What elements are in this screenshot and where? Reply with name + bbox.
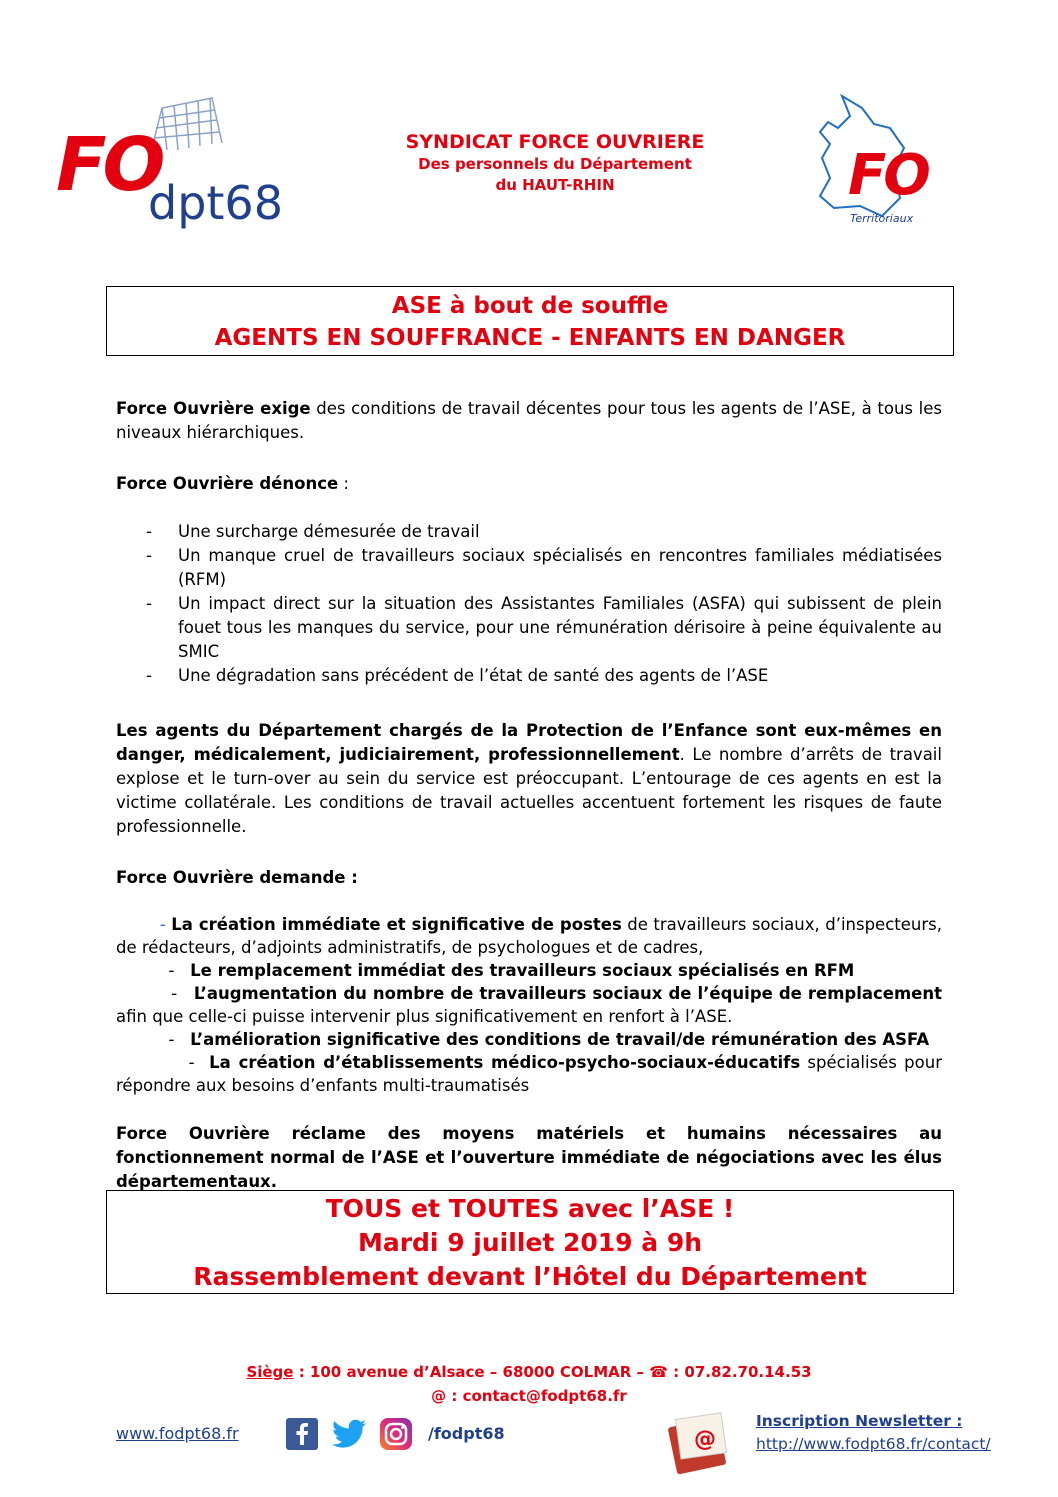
list-item: - L’augmentation du nombre de travailleurs sociaux de l’équipe de remplacement afin que celle-ci puisse intervenir plus significativement en renfort à l’ASE.	[116, 984, 943, 1026]
list-item: - La création immédiate et significative de postes de travailleurs sociaux, d’inspecteurs, de rédacteurs, d’adjoints administratifs, de psychologues et de cadres,	[116, 915, 942, 957]
website-link[interactable]: www.fodpt68.fr	[116, 1424, 239, 1443]
union-subtitle-2: du HAUT-RHIN	[495, 176, 615, 194]
headline-line-1: ASE à bout de souffle	[391, 293, 669, 319]
list-item: - Un impact direct sur la situation des Assistantes Familiales (ASFA) qui subissent de plein fouet tous les manques du service, pour une rémunération dérisoire à peine équivalente au SMIC	[146, 594, 942, 661]
demande-list	[116, 913, 942, 1097]
paragraph-bold: Force Ouvrière demande :	[116, 868, 358, 887]
facebook-icon[interactable]	[286, 1418, 318, 1450]
paragraph-text: des conditions de travail décentes pour tous les agents de l’ASE, à tous les niveaux hiérarchiques.	[116, 399, 942, 442]
email-line[interactable]: @ : contact@fodpt68.fr	[431, 1387, 627, 1405]
paragraph-agents	[116, 719, 942, 839]
headline-line-2: AGENTS EN SOUFFRANCE - ENFANTS EN DANGER	[214, 325, 846, 351]
rally-line-1: TOUS et TOUTES avec l’ASE !	[325, 1194, 735, 1223]
list-item: - L’amélioration significative des conditions de travail/de rémunération des ASFA	[116, 1030, 930, 1049]
address-text: : 100 avenue d’Alsace – 68000 COLMAR – ☎ : 07.82.70.14.53	[293, 1363, 812, 1381]
paragraph-denonce	[116, 472, 942, 496]
paragraph-bold: Les agents du Département chargés de la Protection de l’Enfance sont eux-mêmes en danger, médicalement, judiciairement, professionnellement	[116, 721, 942, 764]
rally-line-3: Rassemblement devant l’Hôtel du Département	[193, 1262, 867, 1291]
svg-text:@: @	[694, 1427, 716, 1452]
social-handle[interactable]: /fodpt68	[428, 1424, 505, 1443]
paragraph-reclame: Force Ouvrière réclame des moyens matériels et humains nécessaires au fonctionnement normal de l’ASE et l’ouverture immédiate de négociations avec les élus départementaux.	[116, 1124, 942, 1191]
instagram-icon[interactable]	[380, 1418, 412, 1450]
denonce-list	[146, 520, 942, 688]
list-item: - Un manque cruel de travailleurs sociaux spécialisés en rencontres familiales médiatisées (RFM)	[146, 546, 942, 589]
fodpt68-logo	[52, 88, 283, 238]
list-item: - Le remplacement immédiat des travailleurs sociaux spécialisés en RFM	[116, 961, 855, 980]
list-item: - Une surcharge démesurée de travail	[146, 522, 480, 541]
header-titles	[350, 130, 760, 196]
paragraph-demande	[116, 866, 942, 890]
paragraph-bold: Force Ouvrière dénonce	[116, 474, 339, 493]
footer-address	[200, 1360, 858, 1408]
fo-logo-text: FO	[848, 143, 928, 208]
fo-logo-text: FO	[56, 122, 162, 208]
twitter-icon[interactable]	[332, 1418, 364, 1450]
dpt68-logo-text: dpt68	[148, 176, 283, 230]
list-item: - Une dégradation sans précédent de l’état de santé des agents de l’ASE	[146, 666, 769, 685]
paragraph-text: . Le nombre d’arrêts de travail explose et le turn-over au sein du service est préoccupant. L’entourage de ces agents en est la victime collatérale. Les conditions de travail actuelles accentuent fortement les risques de faute professionnelle.	[116, 745, 942, 836]
territoriaux-text: Territoriaux	[850, 212, 914, 225]
paragraph-text: :	[338, 474, 349, 493]
siege-label: Siège	[246, 1363, 294, 1381]
address-line	[200, 1360, 858, 1384]
union-title: SYNDICAT FORCE OUVRIERE	[405, 131, 705, 153]
rally-box	[106, 1190, 954, 1294]
newsletter-label: Inscription Newsletter :	[756, 1412, 963, 1430]
fo-territoriaux-logo	[790, 88, 950, 238]
list-item: - La création d’établissements médico-psycho-sociaux-éducatifs spécialisés pour répondre aux besoins d’enfants multi-traumatisés	[116, 1053, 942, 1095]
paragraph-bold: Force Ouvrière exige	[116, 399, 311, 418]
newsletter-link[interactable]: http://www.fodpt68.fr/contact/	[756, 1435, 991, 1453]
newsletter-mail-icon	[668, 1412, 740, 1476]
paragraph-exige	[116, 397, 942, 445]
headline-box	[106, 286, 954, 356]
union-subtitle-1: Des personnels du Département	[418, 155, 692, 173]
rally-line-2: Mardi 9 juillet 2019 à 9h	[357, 1228, 703, 1257]
